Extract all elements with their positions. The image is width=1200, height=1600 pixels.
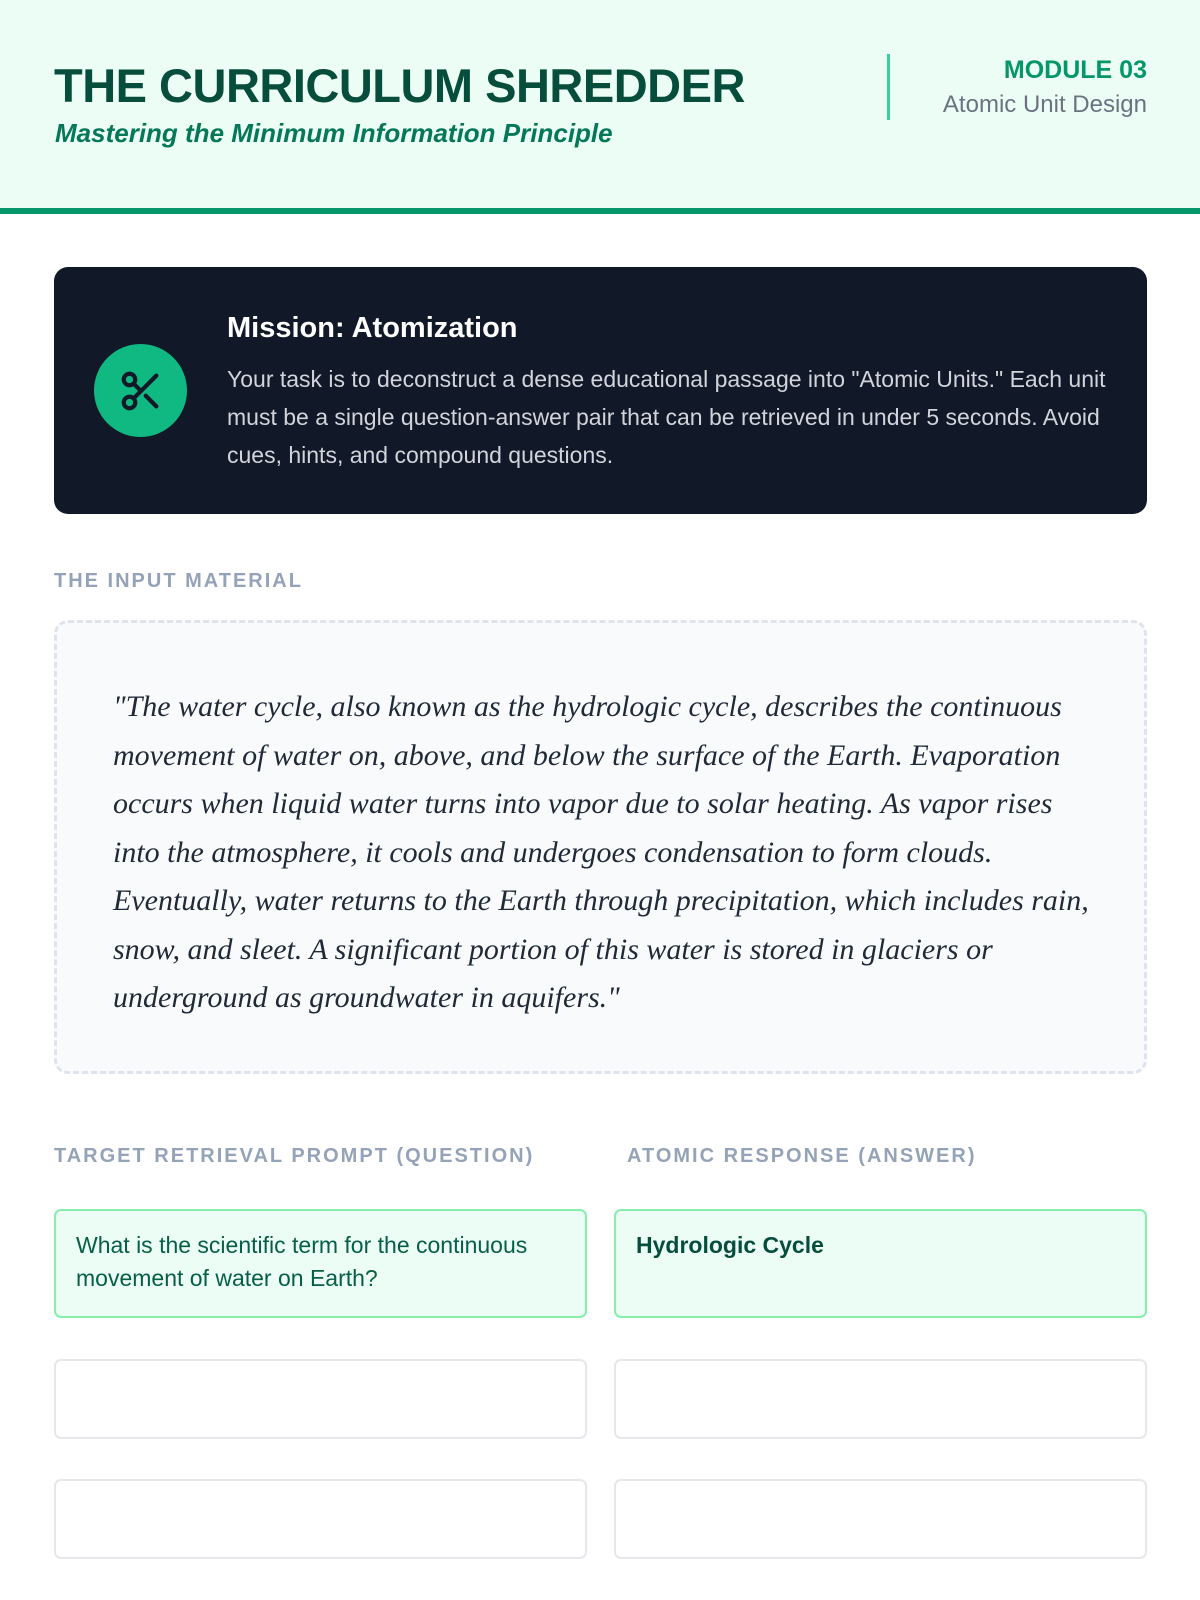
answer-input-3[interactable]	[636, 1499, 1125, 1539]
question-column-header: TARGET RETRIEVAL PROMPT (QUESTION)	[54, 1145, 535, 1167]
question-input-3[interactable]	[76, 1499, 565, 1539]
page-header	[0, 0, 1200, 214]
input-passage-text: "The water cycle, also known as the hydrologic cycle, describes the continuous movement of water on, above, and below the surface of the Earth. Evaporation occurs when liquid water turns into vapor due to solar heating. As vapor rises into the atmosphere, it cools and undergoes condensation to form clouds. Eventually, water returns to the Earth through precipitation, which includes rain, snow, and sleet. A significant portion of this water is stored in glaciers or underground as groundwater in aquifers."	[113, 690, 1089, 1014]
input-material-label: THE INPUT MATERIAL	[54, 570, 303, 592]
module-number: MODULE 03	[1003, 56, 1147, 84]
answer-card-2[interactable]	[614, 1359, 1147, 1439]
question-card-2[interactable]	[54, 1359, 587, 1439]
input-passage-box	[54, 620, 1147, 1074]
module-name: Atomic Unit Design	[942, 91, 1147, 118]
mission-description: Your task is to deconstruct a dense educational passage into "Atomic Units." Each unit must be a single question-answer pair that can be retrieved in under 5 seconds. Avoid cues, hints, and compound questions.	[227, 366, 1106, 468]
answer-card-1[interactable]: Hydrologic Cycle	[614, 1209, 1147, 1318]
mission-card	[54, 267, 1147, 514]
page-title: THE CURRICULUM SHREDDER	[54, 59, 745, 112]
mission-title: Mission: Atomization	[227, 312, 518, 344]
page-subtitle: Mastering the Minimum Information Principle	[55, 118, 613, 148]
question-card-1[interactable]: What is the scientific term for the continuous movement of water on Earth?	[54, 1209, 587, 1318]
answer-input-2[interactable]	[636, 1379, 1125, 1419]
scissors-icon	[94, 344, 187, 437]
question-input-2[interactable]	[76, 1379, 565, 1419]
question-card-3[interactable]	[54, 1479, 587, 1559]
answer-card-3[interactable]	[614, 1479, 1147, 1559]
module-info	[887, 54, 1147, 120]
answer-column-header: ATOMIC RESPONSE (ANSWER)	[627, 1145, 977, 1167]
